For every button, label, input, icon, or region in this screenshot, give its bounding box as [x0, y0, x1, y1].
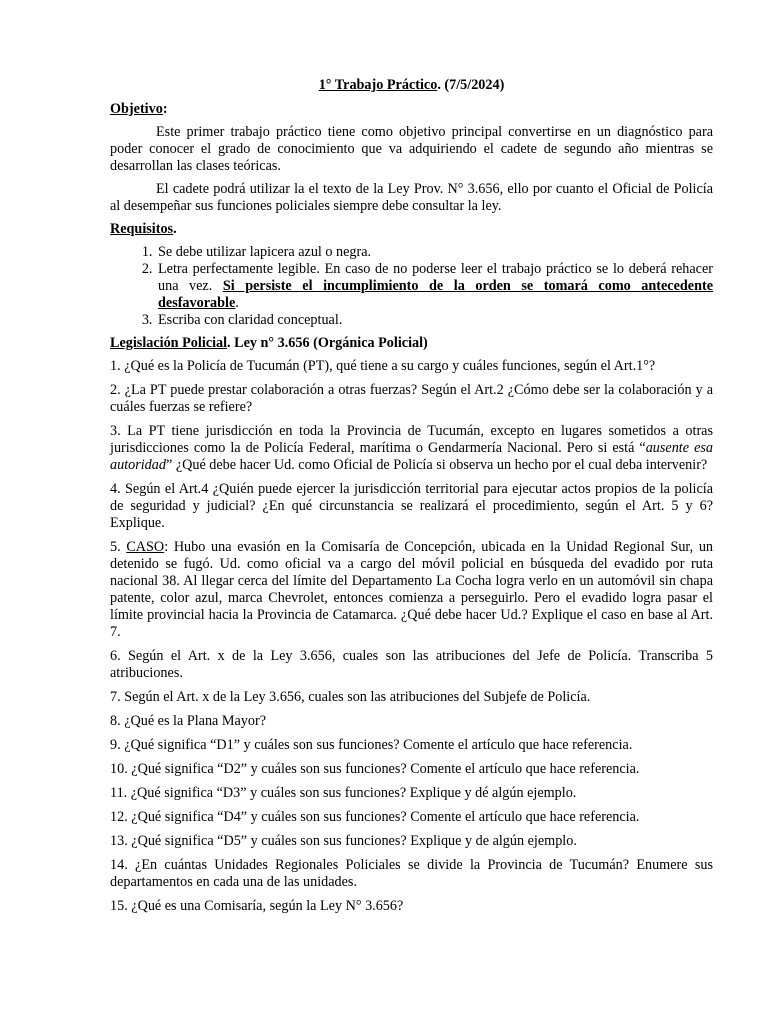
page-title: [110, 77, 713, 94]
question-7: 7. Según el Art. x de la Ley 3.656, cuales son las atribuciones del Subjefe de Policía.: [110, 689, 591, 705]
question-9: 9. ¿Qué significa “D1” y cuáles son sus funciones? Comente el artículo que hace referencia.: [110, 737, 633, 753]
requisitos-heading-text: Requisitos: [110, 221, 174, 237]
title-date: . (7/5/2024): [437, 77, 505, 93]
question-11: 11. ¿Qué significa “D3” y cuáles son sus funciones? Explique y dé algún ejemplo.: [110, 785, 577, 801]
objetivo-colon: :: [162, 101, 168, 117]
requisito-item-2-emphasis: Si persiste el incumplimiento de la orden se tomará como antecedente desfavorable: [158, 278, 713, 311]
question-3-text-end: ” ¿Qué debe hacer Ud. como Oficial de Policía si observa un hecho por el cual deba intervenir?: [165, 457, 708, 473]
objetivo-paragraph-2: El cadete podrá utilizar la el texto de la Ley Prov. N° 3.656, ello por cuanto el Oficial de Policía al desempeñar sus funciones policiales siempre debe consultar la ley.: [110, 181, 713, 214]
requisito-item-3: 3. Escriba con claridad conceptual.: [156, 312, 713, 329]
objetivo-heading-text: Objetivo: [110, 101, 163, 117]
question-5: [110, 539, 713, 641]
question-3-italic: ausente esa autoridad: [110, 440, 713, 473]
requisito-item-2-text: Letra perfectamente legible. En caso de no poderse leer el trabajo práctico se lo deberá rehacer una vez.: [158, 261, 713, 294]
question-5-caso-label: CASO: [126, 539, 165, 555]
question-6: 6. Según el Art. x de la Ley 3.656, cuales son las atribuciones del Jefe de Policía. Transcriba 5 atribuciones.: [110, 648, 713, 681]
requisitos-dot: .: [173, 221, 177, 237]
question-5-text: : Hubo una evasión en la Comisaría de Concepción, ubicada en la Unidad Regional Sur, un detenido se fugó. Ud. como oficial va a cargo del móvil policial en búsqueda del evadido por ruta nacional 38. Al llegar cerca del límite del Departamento La Cocha logra verlo en un automóvil sin chapa patente, color azul, marca Chevrolet, entonces comienza a perseguirlo. Pero el evadido logra pasar el límite provincial hacia la Provincia de Catamarca. ¿Qué debe hacer Ud.? Explique el caso en base al Art. 7.: [110, 539, 714, 640]
question-8: 8. ¿Qué es la Plana Mayor?: [110, 713, 267, 729]
requisito-item-2-end: .: [235, 295, 239, 311]
requisitos-heading: [110, 221, 713, 238]
question-3: [110, 423, 713, 474]
legislacion-heading: [110, 335, 713, 352]
objetivo-paragraph-1: Este primer trabajo práctico tiene como objetivo principal convertirse en un diagnóstico para poder conocer el grado de conocimiento que va adquiriendo el cadete de segundo año mientras se desarrollan las clases teóricas.: [110, 124, 713, 174]
question-2: 2. ¿La PT puede prestar colaboración a otras fuerzas? Según el Art.2 ¿Cómo debe ser la colaboración y a cuáles fuerzas se refiere?: [110, 382, 713, 415]
objetivo-heading: [110, 101, 713, 118]
question-5-number: 5.: [110, 539, 127, 555]
question-12: 12. ¿Qué significa “D4” y cuáles son sus funciones? Comente el artículo que hace referencia.: [110, 809, 640, 825]
question-14: 14. ¿En cuántas Unidades Regionales Policiales se divide la Provincia de Tucumán? Enumere sus departamentos en cada una de las unidades.: [110, 857, 713, 890]
legislacion-heading-text: Legislación Policial: [110, 335, 228, 351]
question-13: 13. ¿Qué significa “D5” y cuáles son sus funciones? Explique y de algún ejemplo.: [110, 833, 577, 849]
requisito-item-1: 1. Se debe utilizar lapicera azul o negra.: [156, 244, 713, 261]
legislacion-law-title: . Ley n° 3.656 (Orgánica Policial): [227, 335, 428, 351]
question-1: 1. ¿Qué es la Policía de Tucumán (PT), qué tiene a su cargo y cuáles funciones, según el Art.1°?: [110, 358, 656, 374]
question-15: 15. ¿Qué es una Comisaría, según la Ley N° 3.656?: [110, 898, 404, 914]
question-4: 4. Según el Art.4 ¿Quién puede ejercer la jurisdicción territorial para ejecutar actos propios de la policía de seguridad y judicial? ¿En qué circunstancia se realizará el procedimiento, según el Art. 5 y 6? Explique.: [110, 481, 713, 531]
title-main: 1° Trabajo Práctico: [318, 77, 438, 93]
document-body: [110, 77, 713, 922]
question-3-text: 3. La PT tiene jurisdicción en toda la Provincia de Tucumán, excepto en lugares sometidos a otras jurisdicciones como la de Policía Federal, marítima o Gendarmería Nacional. Pero si está “: [110, 423, 713, 456]
requisitos-list: [110, 244, 713, 329]
question-10: 10. ¿Qué significa “D2” y cuáles son sus funciones? Comente el artículo que hace referencia.: [110, 761, 640, 777]
requisito-item-2: [156, 261, 713, 312]
